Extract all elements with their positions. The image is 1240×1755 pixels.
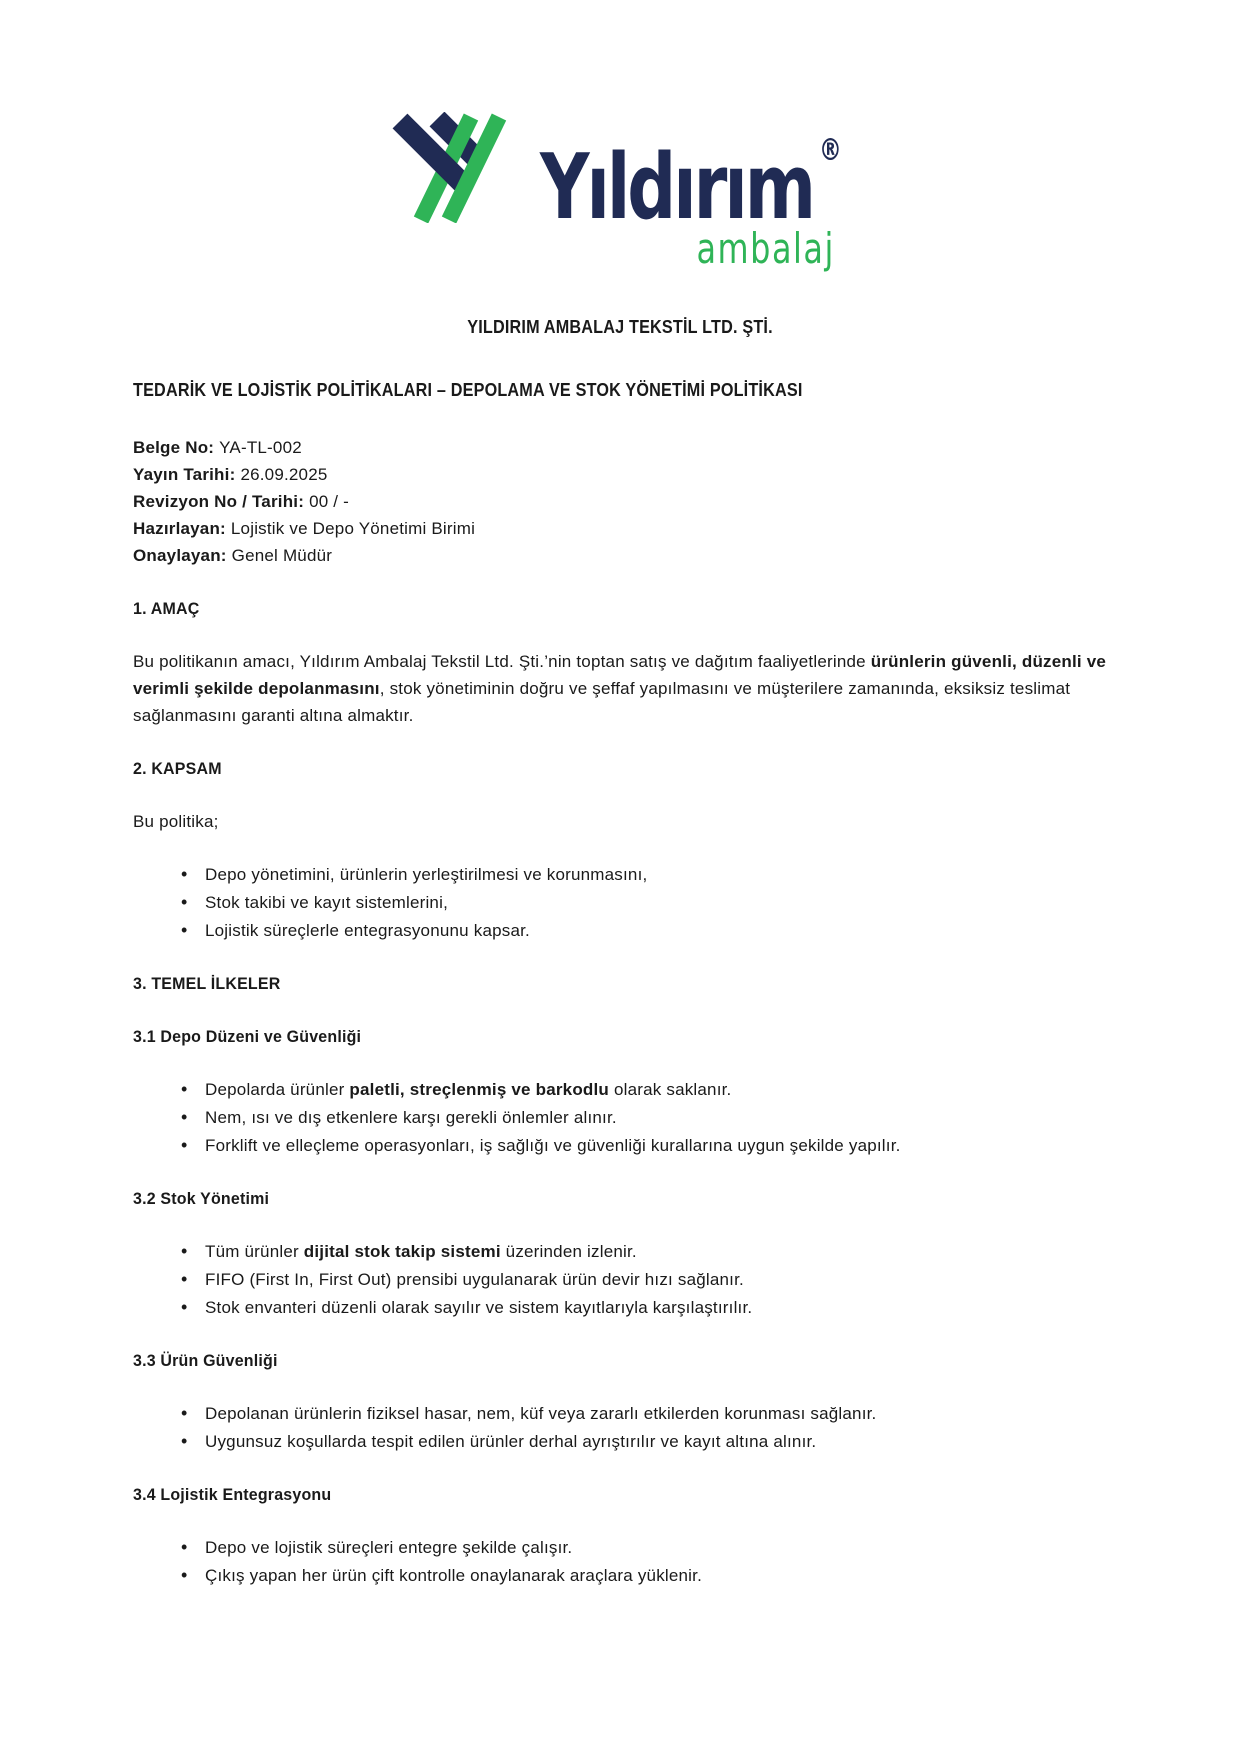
section-amac [133, 595, 1107, 729]
logo-wordmark-text: Yıldırım [539, 135, 813, 240]
text-run-bold: ürünlerin güvenli, düzenli ve verimli şekilde depolanmasını [133, 652, 1107, 698]
list-item: • Depo yönetimini, ürünlerin yerleştirilmesi ve korunmasını, [133, 861, 1107, 888]
registered-trademark-icon: ® [818, 133, 842, 168]
urun-bullet-list [133, 1400, 1107, 1455]
section-urun-guvenligi [133, 1347, 1107, 1455]
logo-mark-icon [387, 112, 514, 223]
text-run: Depolarda ürünler [205, 1080, 350, 1099]
text-run: Bu politikanın amacı, Yıldırım Ambalaj Tekstil Ltd. Şti.’nin toptan satış ve dağıtım faaliyetlerinde [133, 652, 871, 671]
section-temel-ilkeler [133, 970, 1107, 997]
logo-tagline: ambalaj [695, 224, 835, 273]
meta-row-revizyon [133, 488, 1107, 515]
stok-bullet-list [133, 1238, 1107, 1321]
list-item: • Depolanan ürünlerin fiziksel hasar, nem, küf veya zararlı etkilerden korunması sağlanır. [133, 1400, 1107, 1427]
text-run-bold: dijital stok takip sistemi [303, 1242, 501, 1261]
meta-label: Onaylayan: [133, 546, 227, 565]
list-item: • Forklift ve elleçleme operasyonları, iş sağlığı ve güvenliği kurallarına uygun şekilde yapılır. [133, 1132, 1107, 1159]
list-item: • Lojistik süreçlerle entegrasyonunu kapsar. [133, 917, 1107, 944]
text-run: üzerinden izlenir. [500, 1242, 637, 1261]
section-depo-duzeni [133, 1023, 1107, 1159]
meta-row-yayin-tarihi [133, 461, 1107, 488]
depo-bullet-list [133, 1076, 1107, 1159]
list-item [133, 1076, 1107, 1103]
text-run: olarak saklanır. [609, 1080, 732, 1099]
meta-value: 26.09.2025 [240, 465, 328, 484]
meta-label: Hazırlayan: [133, 519, 226, 538]
list-item: • Nem, ısı ve dış etkenlere karşı gerekli önlemler alınır. [133, 1104, 1107, 1131]
logo-wordmark [539, 106, 874, 240]
section-heading-amac: 1. AMAÇ [133, 599, 200, 618]
section-stok-yonetimi [133, 1185, 1107, 1321]
meta-value: 00 / - [309, 492, 350, 511]
section-heading-kapsam: 2. KAPSAM [133, 759, 222, 778]
section-heading-lojistik: 3.4 Lojistik Entegrasyonu [133, 1485, 332, 1504]
logo-text [539, 106, 874, 273]
list-item: • FIFO (First In, First Out) prensibi uygulanarak ürün devir hızı sağlanır. [133, 1266, 1107, 1293]
meta-label: Yayın Tarihi: [133, 465, 236, 484]
meta-value: YA-TL-002 [219, 438, 302, 457]
section-heading-urun: 3.3 Ürün Güvenliği [133, 1351, 278, 1370]
amac-paragraph [133, 648, 1107, 729]
document-title: TEDARİK VE LOJİSTİK POLİTİKALARI – DEPOLAMA VE STOK YÖNETİMİ POLİTİKASI [133, 380, 803, 400]
meta-label: Belge No: [133, 438, 215, 457]
section-heading-depo: 3.1 Depo Düzeni ve Güvenliği [133, 1027, 362, 1046]
meta-value: Lojistik ve Depo Yönetimi Birimi [230, 519, 476, 538]
section-heading-temel: 3. TEMEL İLKELER [133, 974, 281, 993]
list-item: • Stok envanteri düzenli olarak sayılır ve sistem kayıtlarıyla karşılaştırılır. [133, 1294, 1107, 1321]
section-heading-stok: 3.2 Stok Yönetimi [133, 1189, 270, 1208]
text-run: Tüm ürünler [205, 1242, 304, 1261]
lojistik-bullet-list [133, 1534, 1107, 1589]
company-title: YILDIRIM AMBALAJ TEKSTİL LTD. ŞTİ. [467, 317, 773, 337]
meta-value: Genel Müdür [231, 546, 333, 565]
meta-row-onaylayan [133, 542, 1107, 569]
text-run: , stok yönetiminin doğru ve şeffaf yapılmasını ve müşterilere zamanında, eksiksiz teslimat sağlanmasını garanti altına almaktır. [133, 679, 1071, 725]
text-run-bold: paletli, streçlenmiş ve barkodlu [349, 1080, 610, 1099]
list-item [133, 1238, 1107, 1265]
company-logo [133, 112, 1107, 273]
list-item: • Stok takibi ve kayıt sistemlerini, [133, 889, 1107, 916]
list-item: • Depo ve lojistik süreçleri entegre şekilde çalışır. [133, 1534, 1107, 1561]
kapsam-intro: Bu politika; [133, 812, 219, 831]
meta-row-hazirlayan [133, 515, 1107, 542]
meta-label: Revizyon No / Tarihi: [133, 492, 305, 511]
list-item: • Uygunsuz koşullarda tespit edilen ürünler derhal ayrıştırılır ve kayıt altına alınır. [133, 1428, 1107, 1455]
section-lojistik-entegrasyonu [133, 1481, 1107, 1589]
list-item: • Çıkış yapan her ürün çift kontrolle onaylanarak araçlara yüklenir. [133, 1562, 1107, 1589]
section-kapsam [133, 755, 1107, 944]
meta-row-belge-no [133, 434, 1107, 461]
kapsam-bullet-list [133, 861, 1107, 944]
document-meta [133, 434, 1107, 569]
